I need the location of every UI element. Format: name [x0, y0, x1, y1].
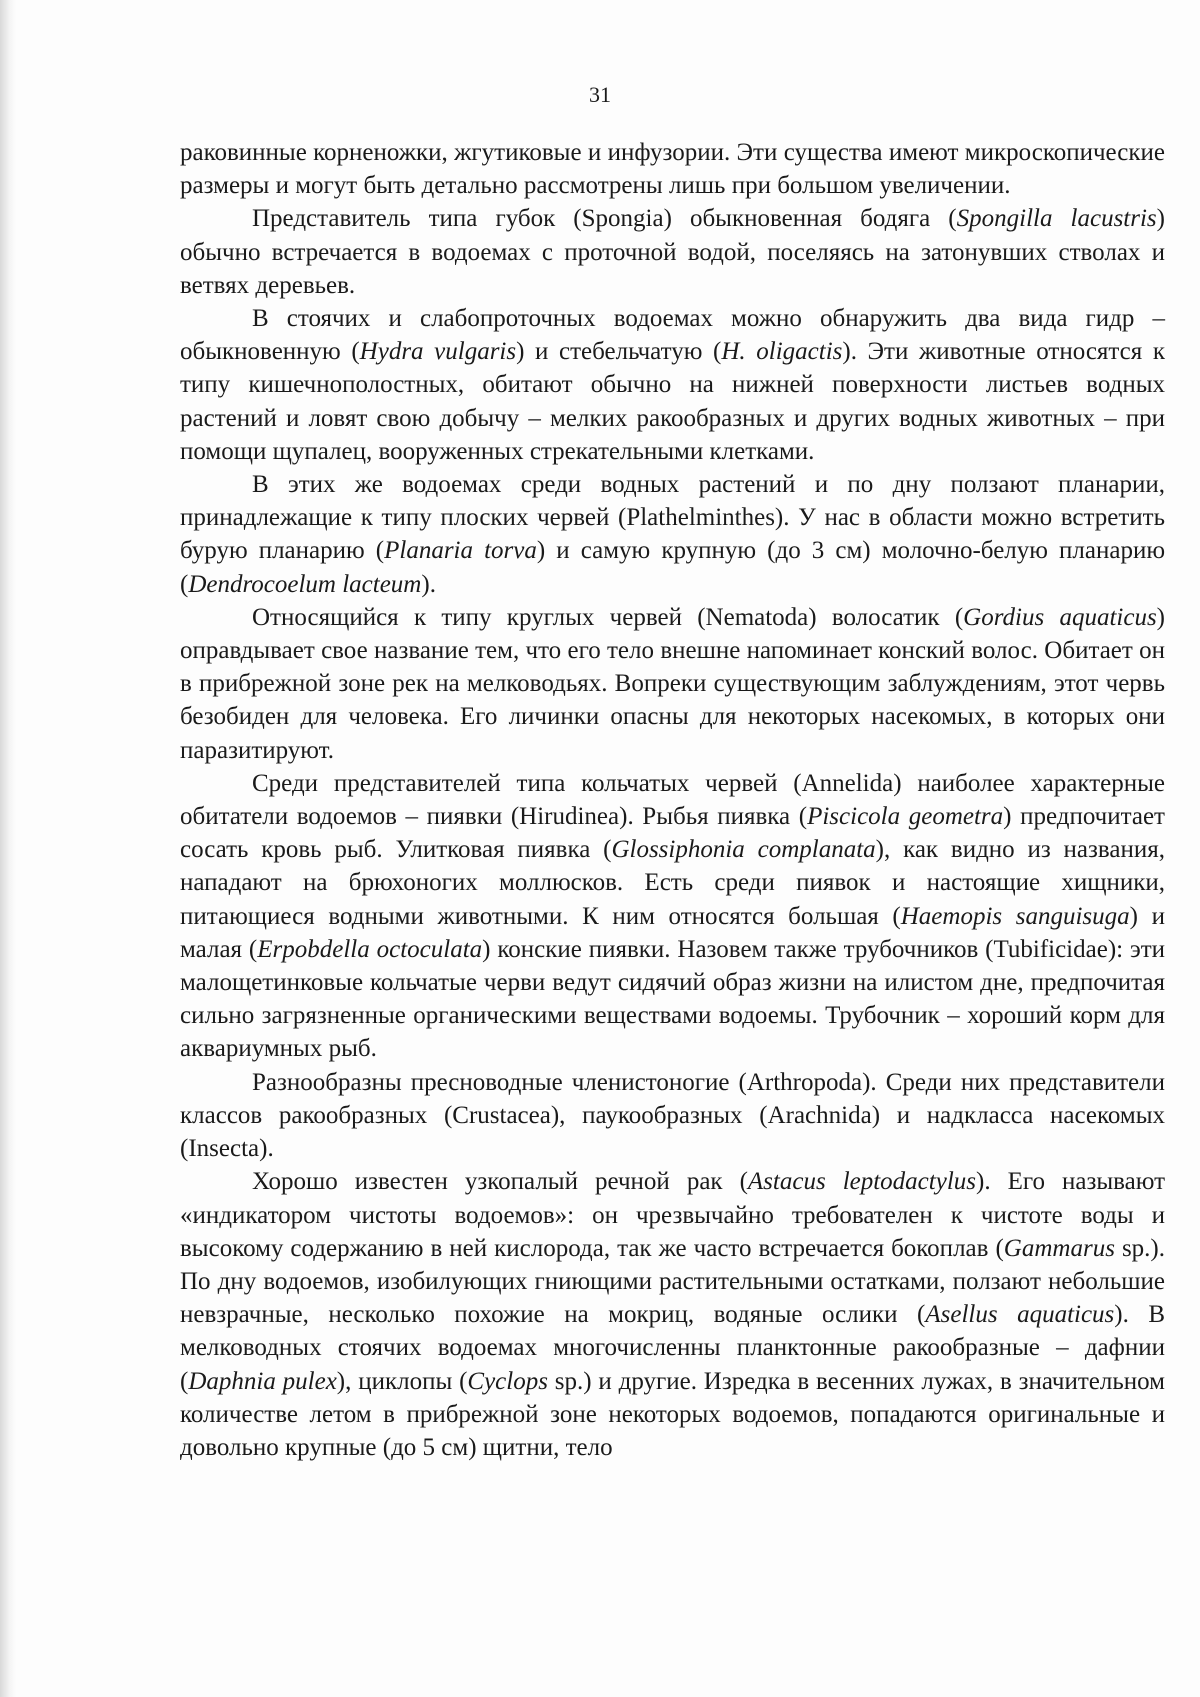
- latin-name: Erpobdella octoculata: [257, 935, 483, 963]
- text-run: ) обычно встречается в водоемах с проточной водой, поселяясь на затонувших стволах и ветвях деревьев.: [180, 205, 1165, 299]
- paragraph: [180, 202, 1165, 302]
- text-run: Относящийся к типу круглых червей (Nematoda) волосатик (: [252, 603, 964, 631]
- body-text: [180, 136, 1165, 1464]
- latin-name: Spongilla lacustris: [956, 205, 1157, 233]
- latin-name: Asellus aquaticus: [925, 1301, 1115, 1329]
- text-run: sp.) и другие. Изредка в весенних лужах, в значительном количестве летом в прибрежной зоне некоторых водоемов, попадаются оригинальные и довольно крупные (до 5 см) щитни, тело: [180, 1367, 1165, 1461]
- text-run: ) конские пиявки. Назовем также трубочников (Tubificidae): эти малощетинковые кольчатые черви ведут сидячий образ жизни на илистом дне, предпочитая сильно загрязненные органическими веществами водоемы. Трубочник – хороший корм для аквариумных рыб.: [180, 935, 1165, 1063]
- text-run: ) и стебельчатую (: [516, 338, 722, 366]
- latin-name: H. oligactis: [721, 338, 843, 366]
- latin-name: Piscicola geometra: [807, 803, 1004, 831]
- latin-name: Planaria torva: [384, 537, 537, 565]
- text-run: ), как видно из названия, нападают на брюхоногих моллюсков. Есть среди пиявок и настоящие хищники, питающиеся водными животными. К ним относятся большая (: [180, 836, 1165, 930]
- latin-name: Cyclops: [467, 1367, 548, 1395]
- text-run: раковинные корненожки, жгутиковые и инфузории. Эти существа имеют микроскопические размеры и могут быть детально рассмотрены лишь при большом увеличении.: [180, 139, 1165, 200]
- paragraph: [180, 1066, 1165, 1166]
- text-run: Разнообразны пресноводные членистоногие (Arthropoda). Среди них представители классов ракообразных (Crustacea), паукообразных (Arachnida) и надкласса насекомых (Insecta).: [180, 1068, 1165, 1163]
- text-run: ). Его называют «индикатором чистоты водоемов»: он чрезвычайно требователен к чистоте воды и высокому содержанию в ней кислорода, так же часто встречается бокоплав (: [180, 1168, 1165, 1262]
- text-run: ). Эти животные относятся к типу кишечнополостных, обитают обычно на нижней поверхности листьев водных растений и ловят свою добычу – мелких ракообразных и других водных животных – при помощи щупалец, вооруженных стрекательными клетками.: [180, 338, 1166, 465]
- latin-name: Dendrocoelum lacteum: [188, 570, 422, 598]
- latin-name: Glossiphonia complanata: [611, 836, 876, 864]
- text-run: Среди представителей типа кольчатых червей (Annelida) наиболее характерные обитатели водоемов – пиявки (Hirudinea). Рыбья пиявка (: [180, 769, 1165, 831]
- latin-name: Daphnia pulex: [188, 1367, 337, 1395]
- paragraph: [180, 1165, 1165, 1464]
- paragraph: [180, 302, 1165, 468]
- text-run: В этих же водоемах среди водных растений и по дну ползают планарии, принадлежащие к типу плоских червей (Plathelminthes). У нас в области можно встретить бурую планарию (: [180, 471, 1165, 565]
- latin-name: Gammarus: [1003, 1234, 1115, 1262]
- text-run: ) и самую крупную (до 3 см) молочно-белую планарию (: [180, 537, 1166, 598]
- latin-name: Astacus leptodactylus: [747, 1168, 976, 1196]
- text-run: Хорошо известен узкопалый речной рак (: [252, 1168, 748, 1196]
- text-run: sp.). По дну водоемов, изобилующих гниющими растительными остатками, ползают небольшие невзрачные, несколько похожие на мокриц, водяные ослики (: [180, 1234, 1165, 1329]
- paragraph: [180, 468, 1165, 601]
- latin-name: Hydra vulgaris: [359, 338, 517, 366]
- paragraph: [180, 136, 1165, 202]
- text-run: ), циклопы (: [336, 1367, 468, 1395]
- text-run: Представитель типа губок (Spongia) обыкновенная бодяга (: [252, 205, 957, 233]
- paragraph: [180, 601, 1165, 767]
- latin-name: Haemopis sanguisuga: [900, 902, 1130, 930]
- text-run: ) предпочитает сосать кровь рыб. Улитковая пиявка (: [180, 803, 1165, 864]
- text-run: ).: [421, 570, 436, 598]
- text-run: В стоячих и слабопроточных водоемах можно обнаружить два вида гидр – обыкновенную (: [180, 305, 1165, 366]
- text-run: ) и малая (: [180, 902, 1165, 963]
- page-number: 31: [589, 82, 611, 107]
- text-run: ) оправдывает свое название тем, что его тело внешне напоминает конский волос. Обитает он в прибрежной зоне рек на мелководьях. Вопреки существующим заблуждениям, этот червь безобиден для человека. Его личинки опасны для некоторых насекомых, в которых они паразитируют.: [180, 603, 1165, 764]
- text-run: ). В мелководных стоячих водоемах многочисленны планктонные ракообразные – дафнии (: [180, 1301, 1166, 1395]
- scan-edge-shadow: [0, 0, 16, 1697]
- paragraph: [180, 767, 1165, 1066]
- latin-name: Gordius aquaticus: [963, 603, 1157, 631]
